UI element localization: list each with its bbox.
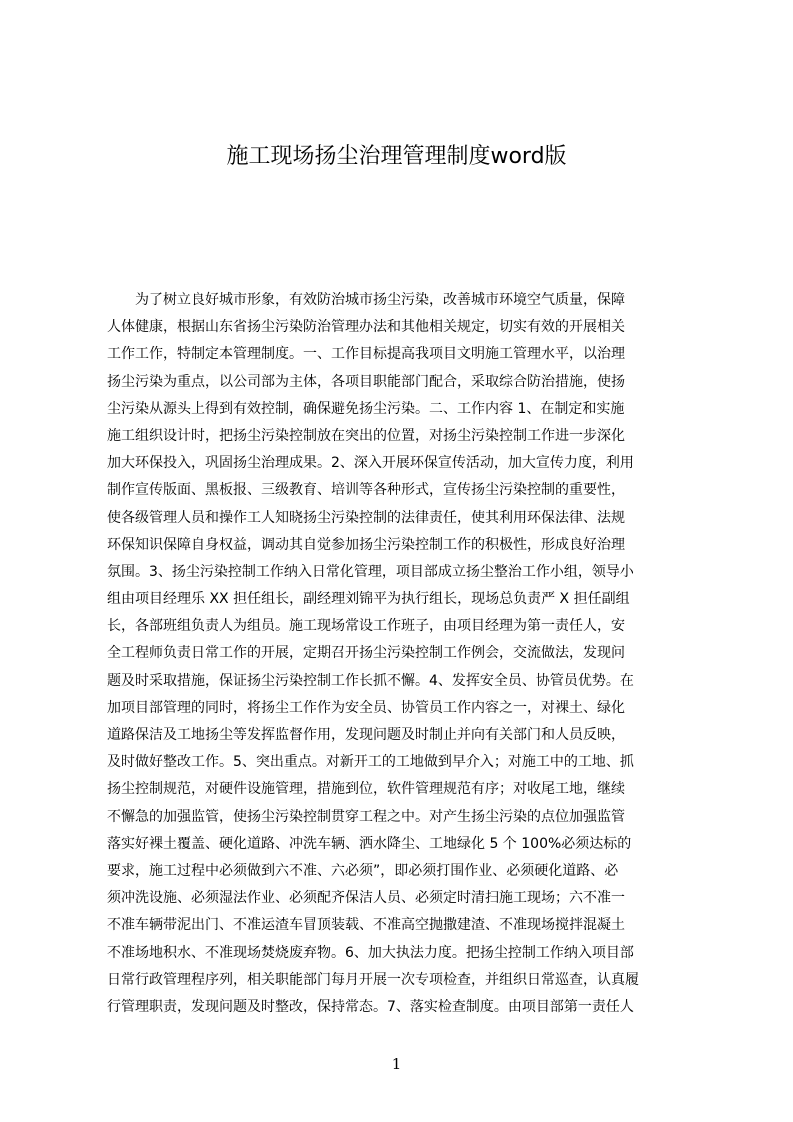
body-line: 落实好裸土覆盖、硬化道路、冲洗车辆、洒水降尘、工地绿化 5 个 100%必须达标的 [107,835,632,852]
document-body [107,287,699,1021]
body-line: 道路保洁及工地扬尘等发挥监督作用，发现问题及时制止并向有关部门和人员反映， [107,727,625,743]
page-number: 1 [391,1055,402,1073]
body-line: 制作宣传版面、黑板报、三级教育、培训等各种形式，宣传扬尘污染控制的重要性， [107,482,625,499]
body-line: 日常行政管理程序列，相关职能部门每月开展一次专项检查，并组织日常巡查，认真履 [107,971,639,988]
body-line: 人体健康，根据山东省扬尘污染防治管理办法和其他相关规定，切实有效的开展相关 [107,319,625,336]
body-line: 加大环保投入，巩固扬尘治理成果。2、深入开展环保宣传活动，加大宣传力度，利用 [107,455,634,472]
body-line: 施工组织设计时，把扬尘污染控制放在突出的位置，对扬尘污染控制工作进一步深化 [107,427,625,444]
body-line: 题及时采取措施，保证扬尘污染控制工作长抓不懈。4、发挥安全员、协管员优势。在 [107,672,634,689]
body-line: 氛围。3、扬尘污染控制工作纳入日常化管理，项目部成立扬尘整治工作小组，领导小 [107,563,634,580]
body-line: 为了树立良好城市形象，有效防治城市扬尘污染，改善城市环境空气质量，保障 [107,292,625,308]
body-line: 行管理职责，发现问题及时整改，保持常态。7、落实检查制度。由项目部第一责任人 [107,998,634,1015]
body-line: 不懈急的加强监管，使扬尘污染控制贯穿工程之中。对产生扬尘污染的点位加强监管 [107,808,625,825]
body-line: 使各级管理人员和操作工人知晓扬尘污染控制的法律责任，使其利用环保法律、法规 [107,509,625,526]
body-line: 须冲洗设施、必须湿法作业、必须配齐保洁人员、必须定时清扫施工现场；六不准一 [107,890,625,907]
body-line: 不准车辆带泥出门、不准运渣车冒顶装载、不准高空抛撒建渣、不准现场搅拌混凝土 [107,917,625,934]
body-line: 环保知识保障自身权益，调动其自觉参加扬尘污染控制工作的积极性，形成良好治理 [107,536,625,553]
document-title: 施工现场扬尘治理管理制度word版 [226,144,567,169]
body-line: 长，各部班组负责人为组员。施工现场常设工作班子，由项目经理为第一责任人，安 [107,618,625,635]
body-line: 组由项目经理乐 XX 担任组长，副经理刘锦平为执行组长，现场总负责严 X 担任副组 [107,591,630,608]
body-line: 要求，施工过程中必须做到六不准、六必须”，即必须打围作业、必须硬化道路、必 [107,862,619,879]
body-line: 扬尘污染为重点，以公司部为主体，各项目职能部门配合，采取综合防治措施，使扬 [107,373,625,390]
body-line: 全工程师负责日常工作的开展，定期召开扬尘污染控制工作例会，交流做法，发现问 [107,645,625,662]
body-line: 尘污染从源头上得到有效控制，确保避免扬尘污染。二、工作内容 1、在制定和实施 [107,400,625,417]
body-line: 加项目部管理的同时，将扬尘工作作为安全员、协管员工作内容之一，对裸土、绿化 [107,699,625,716]
body-line: 不准场地积水、不准现场焚烧废弃物。6、加大执法力度。把扬尘控制工作纳入项目部 [107,944,634,961]
body-line: 及时做好整改工作。5、突出重点。对新开工的工地做到早介入；对施工中的工地、抓 [107,754,634,771]
body-line: 扬尘控制规范，对硬件设施管理，措施到位，软件管理规范有序；对收尾工地，继续 [107,781,625,798]
body-line: 工作工作，特制定本管理制度。一、工作目标提高我项目文明施工管理水平，以治理 [107,346,625,363]
